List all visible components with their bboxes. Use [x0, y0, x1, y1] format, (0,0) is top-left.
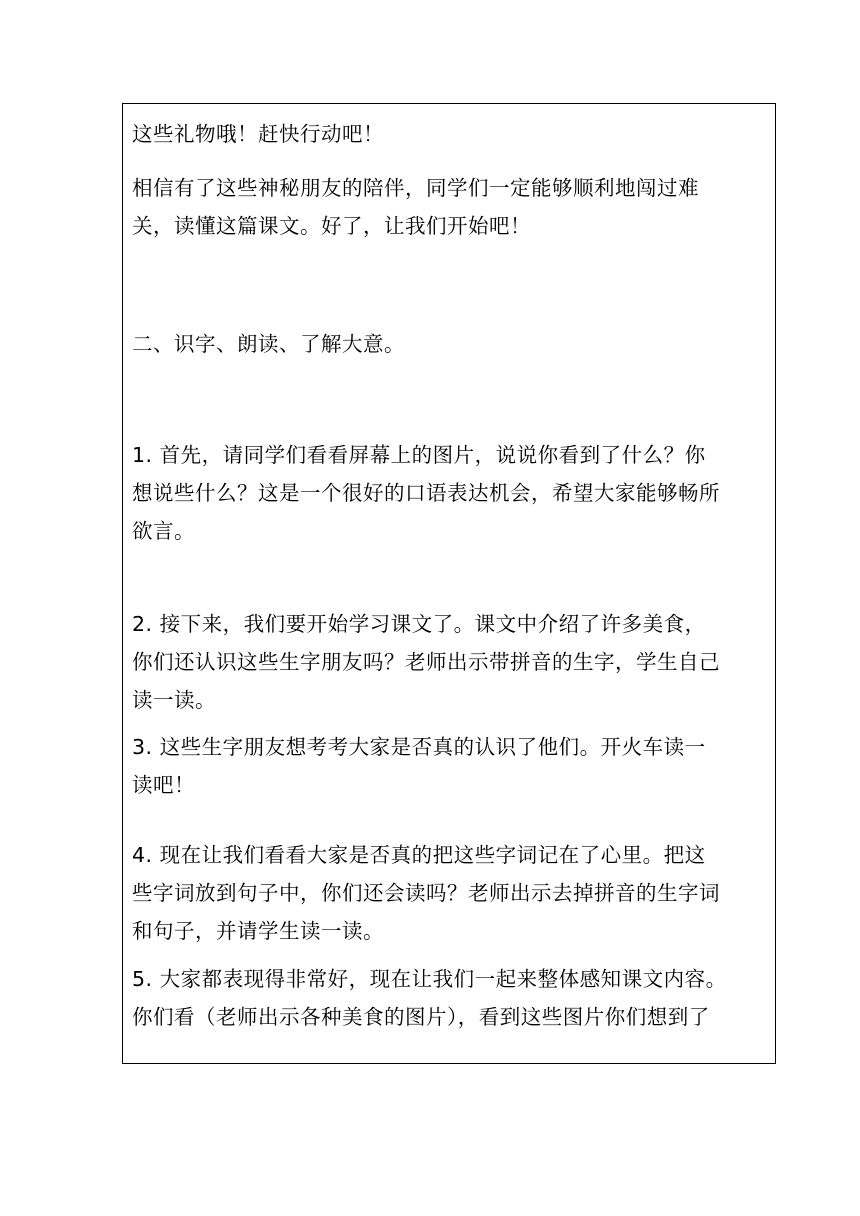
text-line: 5. 大家都表现得非常好，现在让我们一起来整体感知课文内容。 — [132, 967, 727, 991]
paragraph-step-3 — [132, 728, 706, 804]
text-line: 4. 现在让我们看看大家是否真的把这些字词记在了心里。把这 — [132, 843, 706, 867]
text-line: 相信有了这些神秘朋友的陪伴，同学们一定能够顺利地闯过难 — [132, 176, 699, 200]
text-line: 些字词放到句子中，你们还会读吗？老师出示去掉拼音的生字词 — [132, 881, 720, 905]
paragraph-mysterious-friends — [132, 169, 699, 245]
text-line: 1. 首先，请同学们看看屏幕上的图片，说说你看到了什么？你 — [132, 443, 706, 467]
paragraph-step-2 — [132, 605, 720, 719]
text-line: 这些礼物哦！赶快行动吧！ — [132, 122, 384, 146]
text-line: 二、识字、朗读、了解大意。 — [132, 332, 405, 356]
text-line: 读一读。 — [132, 688, 216, 712]
text-line: 关，读懂这篇课文。好了，让我们开始吧！ — [132, 214, 531, 238]
document-frame — [122, 103, 776, 1064]
paragraph-step-5 — [132, 960, 727, 1036]
paragraph-step-4 — [132, 836, 720, 950]
text-line: 3. 这些生字朋友想考考大家是否真的认识了他们。开火车读一 — [132, 735, 706, 759]
paragraph-step-1 — [132, 436, 720, 550]
text-line: 欲言。 — [132, 519, 195, 543]
text-line: 读吧！ — [132, 773, 195, 797]
text-line: 想说些什么？这是一个很好的口语表达机会，希望大家能够畅所 — [132, 481, 720, 505]
section-heading-literacy — [132, 325, 405, 363]
text-line: 你们看（老师出示各种美食的图片），看到这些图片你们想到了 — [132, 1005, 710, 1029]
text-line: 你们还认识这些生字朋友吗？老师出示带拼音的生字，学生自己 — [132, 650, 720, 674]
paragraph-intro-gifts — [132, 115, 384, 153]
text-line: 和句子，并请学生读一读。 — [132, 919, 384, 943]
text-line: 2. 接下来，我们要开始学习课文了。课文中介绍了许多美食， — [132, 612, 706, 636]
